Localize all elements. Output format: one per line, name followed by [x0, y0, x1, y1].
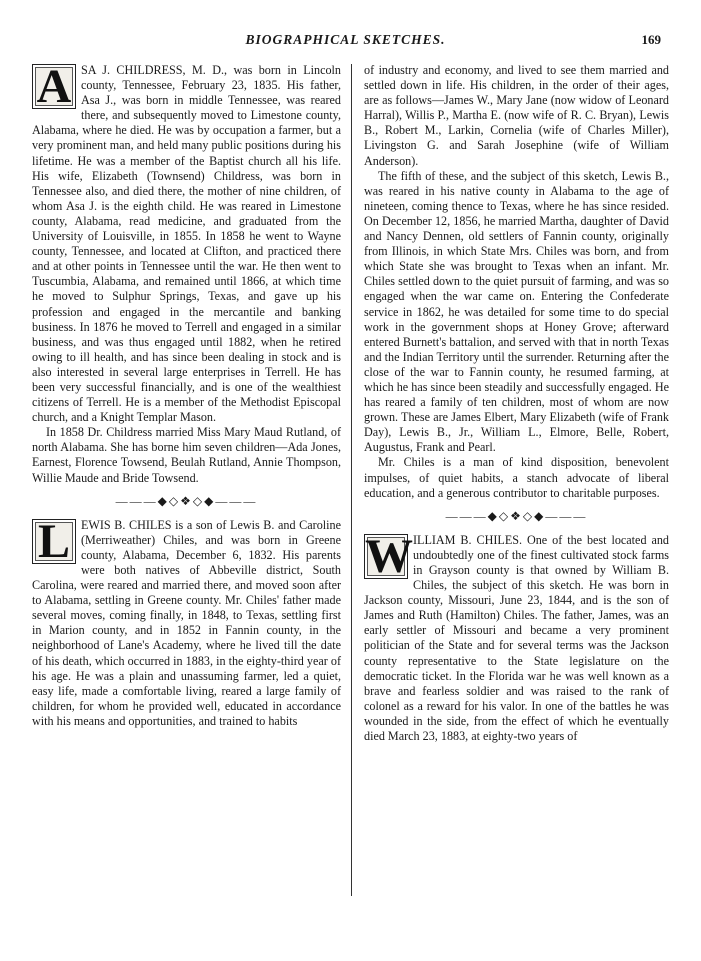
sketch-lewis-chiles-continued-2: The fifth of these, and the subject of this sketch, Lewis B., was reared in his native county in Alabama to the age of nineteen, coming thence to Texas, where he has since resided. On December 12, 1856, he married Martha, daughter of David and Nancy Dennen, old settlers of Fannin county, originally from Illinois, in which State Mrs. Chiles was born, and from which State she was brought to Texas when an infant. Mr. Chiles settled down to the quiet pursuit of farming, and was so engaged when the war came on. Entering the Confederate service in 1862, he was detailed for some time to do special work in the government shops at Honey Grove; afterward entered Burnett's battalion, and served with that in north Texas and the Indian Territory until the surrender. Returning after the close of the war to Fannin county, he resumed farming, at which he has since been steadily and successfully engaged. He has reared a family of ten children, most of whom are now grown. These are James Elbert, Mary Elizabeth (wife of Frank Day), Lewis B., Jr., William L., Elmore, Belle, Robert, Augustus, Frank and Pearl. — [364, 168, 669, 455]
sketch-childress-lead: SA J. CHILDRESS, M. D., — [81, 63, 228, 77]
sketch-william-chiles-body-1: One of the best located and undoubtedly one of the finest cultivated stock farms in Grayson county is that owned by William B. Chiles, the subject of this sketch. He was born in Jackson county, Missouri, June 23, 1844, and is the son of James and Ruth (Hamilton) Chiles. The father, James, was an early settler of Missouri and became a very prominent politician of the State and for several terms was the Jackson county representative to the State legislature on the democratic ticket. In the Florida war he was well known as a brave and fearless soldier and was raised to the rank of colonel as a reward for his valor. In one of the battles he was wounded in the side, from the effect of which he eventually died March 23, 1883, at eighty-two years of — [364, 532, 669, 744]
running-head-title: BIOGRAPHICAL SKETCHES. — [245, 32, 446, 47]
ornament-divider-right: ———◆◇❖◇◆——— — [445, 508, 588, 523]
sketch-lewis-chiles-continued-1: of industry and economy, and lived to see them married and settled down in life. His children, in the order of their ages, are as follows—James W., Mary Jane (now widow of Leonard Harral), Willis P., Martha E. (now wife of R. C. Bryan), Lewis B., Robert M., Larkin, Cornelia (wife of Charles Miller), Livingston G. and Sarah Josephine (wife of William Anderson). — [364, 63, 669, 168]
sketch-lewis-chiles-body-1: is a son of Lewis B. and Caroline (Merriweather) Chiles, and was born in Greene county, Alabama, December 6, 1832. His parents were both natives of Abbeville district, South Carolina, were reared and married there, and moved soon after to Alabama, settling in Greene county. Mr. Chiles' father made several moves, coming finally, in 1848, to Texas, settling first in Marion county, and in 1852 in Fannin county, in the neighborhood of Lane's Academy, where he lived till the date of his death, which occurred in 1883, in the eighty-third year of his age. He was a plain and unassuming farmer, led a quiet, easy life, made a comfortable living, reared a large family of children, for whom he provided well, educated in accordance with his means and opportunities, and trained to habits — [32, 517, 341, 728]
dropcap-a: A — [32, 64, 76, 109]
right-column — [364, 63, 669, 744]
ornament-divider-left: ———◆◇❖◇◆——— — [115, 493, 258, 508]
dropcap-l: L — [32, 519, 76, 564]
sketch-childress-paragraph-2: In 1858 Dr. Childress married Miss Mary Maud Rutland, of north Alabama. She has borne him seven children—Ada Jones, Earnest, Florence Towsend, Beulah Rutland, Annie Thompson, Willie Maude and Bride Towsend. — [32, 425, 341, 485]
left-column — [32, 60, 342, 729]
page-number: 169 — [641, 32, 661, 47]
dropcap-w: W — [365, 529, 413, 583]
sketch-william-chiles-lead: ILLIAM B. CHILES. — [413, 532, 523, 547]
running-head — [30, 32, 661, 52]
column-rule — [351, 64, 352, 896]
sketch-lewis-chiles-lead: EWIS B. CHILES — [81, 517, 172, 532]
sketch-childress-body-1: was born in Lincoln county, Tennessee, February 23, 1835. His father, Asa J., was born in middle Tennessee, was reared there, and subsequently moved to Limestone county, Alabama, where he died. He was by occupation a farmer, but a very prominent man, and held many public positions during his lifetime. He was a member of the Baptist church all his life. His wife, Elizabeth (Townsend) Childress, was born in Tennessee also, and died there, the mother of nine children, of whom Asa J. is the eighth child. He was reared in Limestone county, Alabama, read medicine, and graduated from the University of Louisville, in 1855. In 1858 he went to Wayne county, Tennessee, and located at Clifton, and practiced there and at other points in Tennessee until the war. He then went to Tuscumbia, Alabama, and remained until 1866, at which time he moved to Sulphur Springs, Texas, and gave up his profession and engaged in the mercantile and banking business. In 1876 he moved to Terrell and engaged in a similar business, and was thus engaged until 1882, when he retired owing to ill health, and has since been dealing in stock and is also interested in several large enterprises in Terrell. He has been very successful financially, and is one of the wealthiest citizens of Terrell. He is a member of the Methodist Episcopal church, and a Knight Templar Mason. — [32, 63, 342, 425]
sketch-lewis-chiles-paragraph-1 — [32, 514, 341, 729]
sketch-lewis-chiles-continued-3: Mr. Chiles is a man of kind disposition, benevolent impulses, of quiet habits, a stanch advocate of liberal education, and a generous contributor to charitable purposes. — [364, 455, 669, 500]
sketch-childress-paragraph-1 — [32, 60, 342, 425]
sketch-william-chiles-paragraph-1 — [364, 529, 669, 744]
